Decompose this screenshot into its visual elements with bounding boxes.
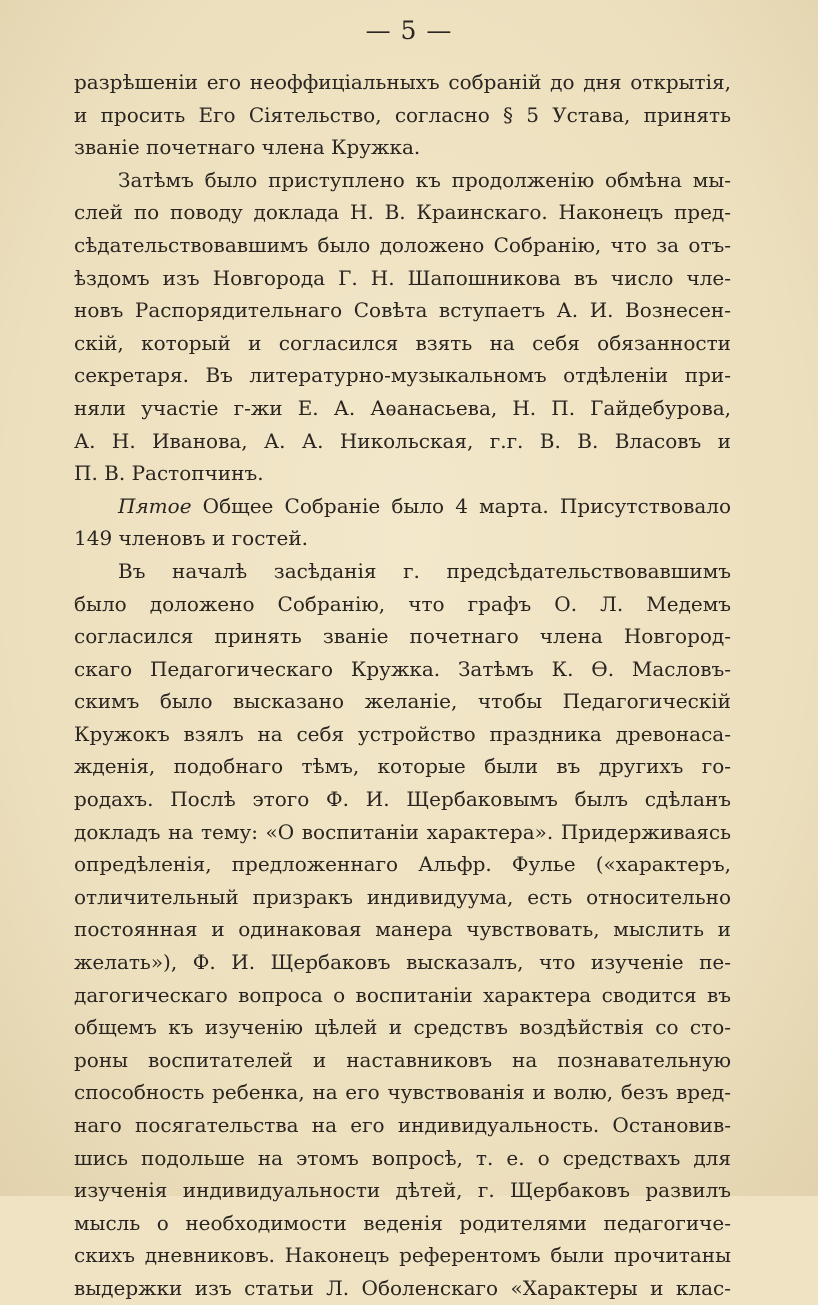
text-line [74, 1076, 731, 1109]
text-line [74, 1044, 731, 1077]
text-line [74, 555, 731, 588]
line-text: ѣздомъ изъ Новгорода Г. Н. Шапошникова въ число чле- [74, 265, 731, 290]
line-text: роны воспитателей и наставниковъ на познавательную [74, 1047, 731, 1072]
text-line [74, 588, 731, 621]
line-text: общемъ къ изученію цѣлей и средствъ воздѣйствія со сто- [74, 1015, 731, 1040]
text-line [74, 816, 731, 849]
line-text: способность ребенка, на его чувствованія и волю, безъ вред- [74, 1080, 731, 1105]
italic-word: Пятое [118, 493, 192, 518]
text-line [74, 294, 731, 327]
text-line [74, 653, 731, 686]
text-line [74, 164, 731, 197]
line-text: шись подольше на этомъ вопросѣ, т. е. о средствахъ для [74, 1145, 731, 1170]
line-text: А. Н. Иванова, А. А. Никольская, г.г. В. В. Власовъ и [74, 428, 731, 453]
line-text: Затѣмъ было приступлено къ продолженію обмѣна мы- [118, 167, 731, 192]
text-line [74, 1272, 731, 1305]
line-text: мысль о необходимости веденія родителями педагогиче- [74, 1210, 731, 1235]
line-text: званіе почетнаго члена Кружка. [74, 135, 421, 160]
line-text: дагогическаго вопроса о воспитаніи характера сводится въ [74, 982, 731, 1007]
line-text: изученія индивидуальности дѣтей, г. Щербаковъ развилъ [74, 1178, 731, 1203]
text-line [74, 1207, 731, 1240]
line-text: согласился принять званіе почетнаго члена Новгород- [74, 624, 731, 649]
text-line [74, 262, 731, 295]
body-text [74, 66, 731, 1305]
line-text: опредѣленія, предложеннаго Альфр. Фулье («характеръ, [74, 852, 731, 877]
line-text: скаго Педагогическаго Кружка. Затѣмъ К. Ѳ. Масловъ- [74, 656, 731, 681]
line-text: разрѣшеніи его неоффиціальныхъ собраній до дня открытія, [74, 70, 731, 94]
line-text: секретаря. Въ литературно-музыкальномъ отдѣленіи при- [74, 363, 731, 388]
line-text: няли участіе г-жи Е. А. Аѳанасьева, Н. П. Гайдебурова, [74, 395, 731, 420]
text-line [74, 131, 731, 164]
line-text: П. В. Растопчинъ. [74, 461, 264, 486]
text-line [74, 522, 731, 555]
text-line [74, 979, 731, 1012]
line-text: скимъ было высказано желаніе, чтобы Педагогическій [74, 689, 731, 714]
line-text: Общее Собраніе было 4 марта. Присутствовало [191, 493, 731, 518]
line-text: слей по поводу доклада Н. В. Краинскаго. Наконецъ пред- [74, 200, 731, 225]
text-line [74, 490, 731, 523]
text-line [74, 457, 731, 490]
text-line [74, 1011, 731, 1044]
line-text: скій, который и согласился взять на себя обязанности [74, 330, 731, 355]
text-line [74, 1174, 731, 1207]
text-line [74, 425, 731, 458]
text-line [74, 1142, 731, 1175]
line-text: и просить Его Сіятельство, согласно § 5 Устава, принять [74, 102, 731, 127]
text-line [74, 750, 731, 783]
line-text: докладъ на тему: «О воспитаніи характера». Придерживаясь [74, 819, 731, 844]
text-line [74, 229, 731, 262]
text-line [74, 196, 731, 229]
line-text: новъ Распорядительнаго Совѣта вступаетъ А. И. Вознесен- [74, 298, 731, 323]
text-line [74, 718, 731, 751]
line-text: Кружокъ взялъ на себя устройство праздника древонаса- [74, 721, 731, 746]
text-line [74, 913, 731, 946]
line-text: постоянная и одинаковая манера чувствовать, мыслить и [74, 917, 731, 942]
text-line [74, 359, 731, 392]
line-text: наго посягательства на его индивидуальность. Остановив- [74, 1113, 731, 1137]
text-line [74, 783, 731, 816]
text-line [74, 99, 731, 132]
text-line [74, 327, 731, 360]
line-text: Въ началѣ засѣданія г. предсѣдательствовавшимъ [118, 558, 731, 583]
text-line [74, 685, 731, 718]
text-line [74, 66, 731, 99]
line-text: отличительный призракъ индивидуума, есть относительно [74, 884, 731, 909]
text-line [74, 881, 731, 914]
line-text: родахъ. Послѣ этого Ф. И. Щербаковымъ былъ сдѣланъ [74, 787, 731, 812]
text-line [74, 620, 731, 653]
line-text: выдержки изъ статьи Л. Оболенскаго «Характеры и клас- [74, 1275, 731, 1300]
line-text: сѣдательствовавшимъ было доложено Собранію, что за отъ- [74, 232, 731, 257]
line-text: жденія, подобнаго тѣмъ, которые были въ другихъ го- [74, 754, 731, 779]
page-number: — 5 — [365, 16, 453, 45]
text-line [74, 946, 731, 979]
line-text: желать»), Ф. И. Щербаковъ высказалъ, что изученіе пе- [74, 950, 731, 975]
line-text: скихъ дневниковъ. Наконецъ референтомъ были прочитаны [74, 1243, 731, 1268]
line-text: было доложено Собранію, что графъ О. Л. Медемъ [74, 591, 731, 616]
line-text: 149 членовъ и гостей. [74, 526, 309, 551]
text-line [74, 1109, 731, 1142]
text-line [74, 848, 731, 881]
text-line [74, 392, 731, 425]
text-line [74, 1239, 731, 1272]
